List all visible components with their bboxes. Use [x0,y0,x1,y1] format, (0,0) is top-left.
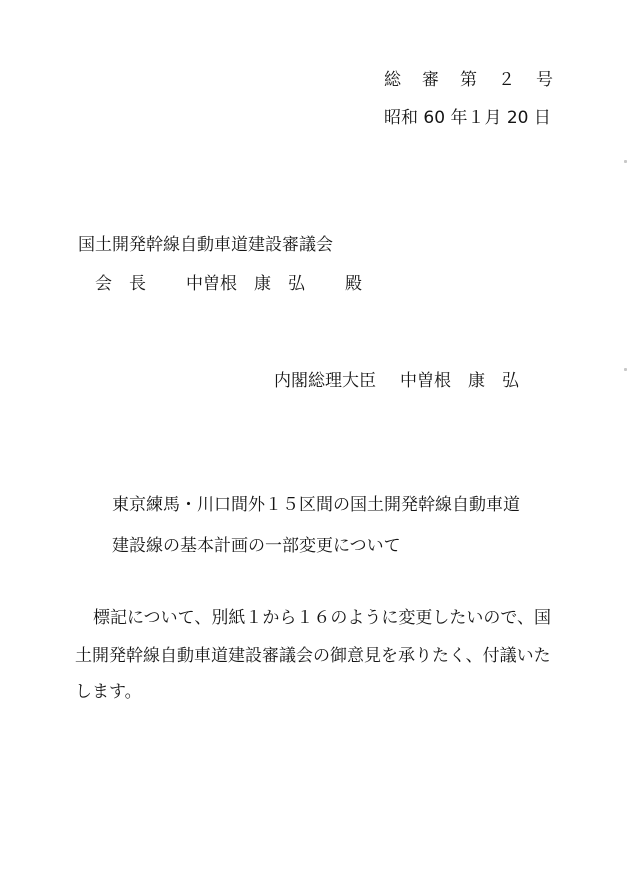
document-number: 総 審 第 ２ 号 [384,70,555,90]
body-line-2: 土開発幹線自動車道建設審議会の御意見を承りたく、付議いた [75,646,551,666]
body-line-3: します。 [75,682,142,702]
recipient-title: 会 長 [95,274,146,294]
subject-line-1: 東京練馬・川口間外１５区間の国土開発幹線自動車道 [112,495,520,515]
recipient-name: 中曽根 康 弘 [186,274,305,294]
subject-line-2: 建設線の基本計画の一部変更について [112,536,401,556]
sender-name: 中曽根 康 弘 [400,371,519,391]
document-date: 昭和 60 年１月 20 日 [384,108,551,128]
recipient-honorific: 殿 [345,274,362,294]
sender-title: 内閣総理大臣 [274,371,376,391]
body-line-1: 標記について、別紙１から１６のように変更したいので、国 [93,608,551,628]
scan-speck [624,160,627,163]
recipient-organization: 国土開発幹線自動車道建設審議会 [78,235,333,255]
scan-speck [624,368,627,371]
